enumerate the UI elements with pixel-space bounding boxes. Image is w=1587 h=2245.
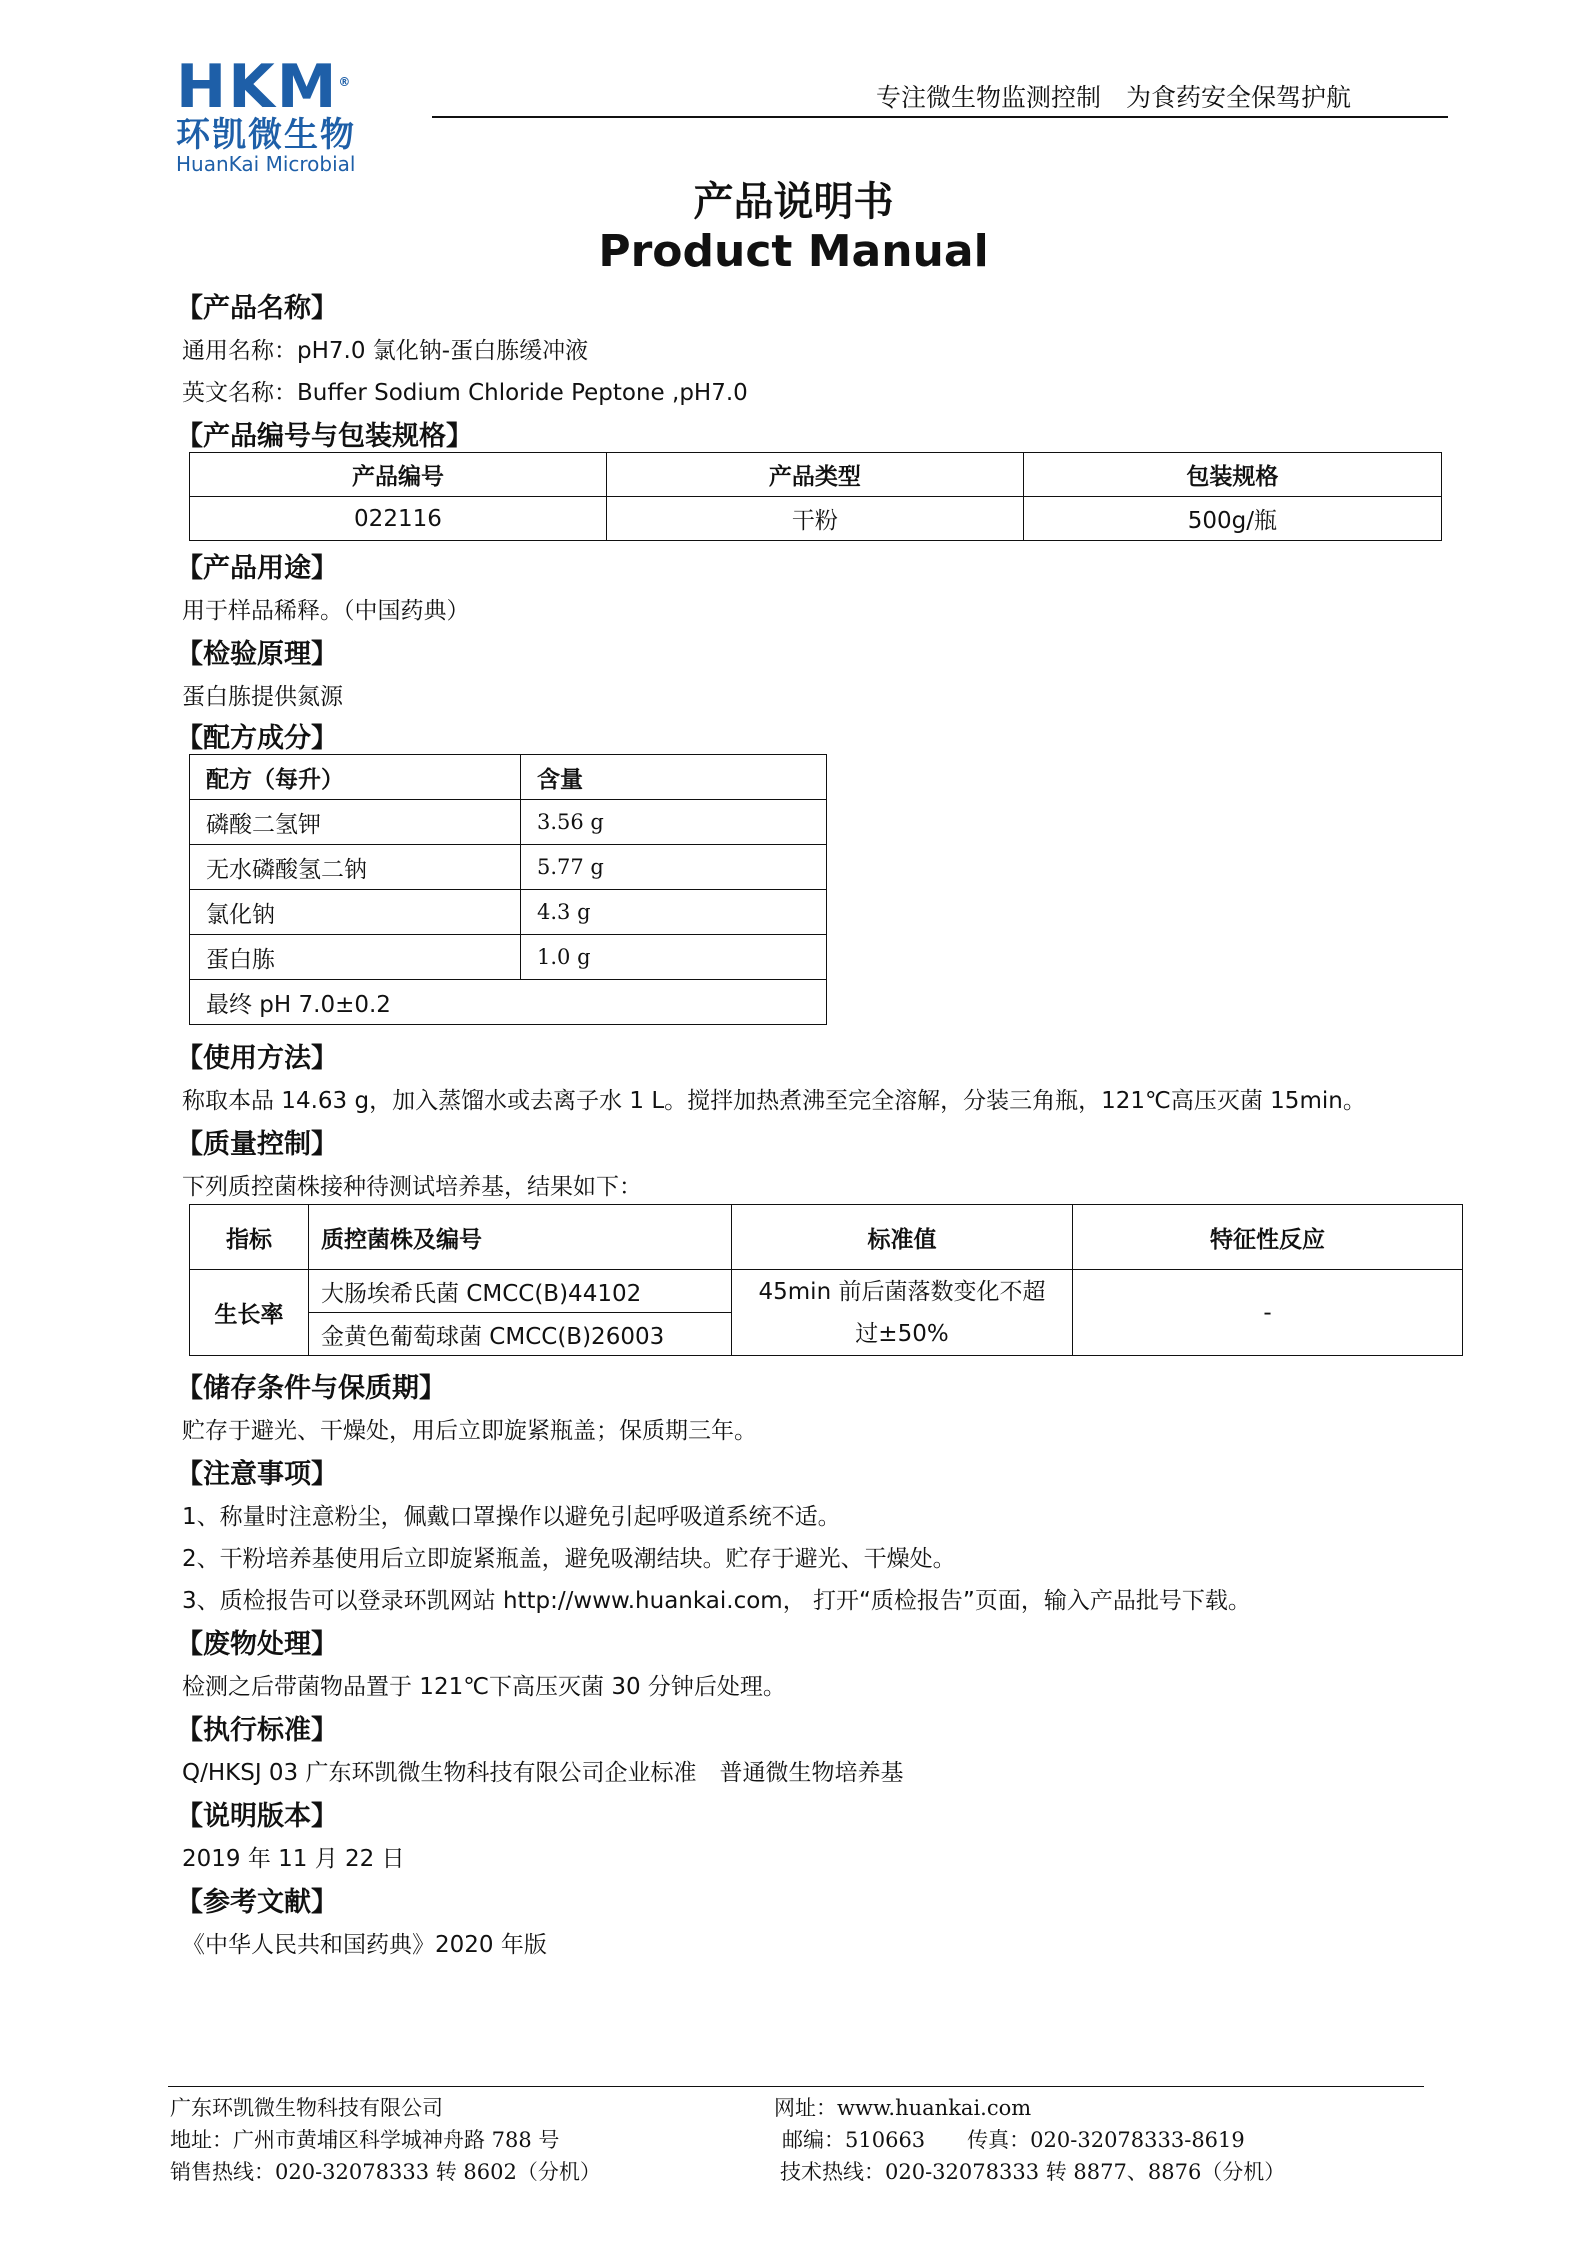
section-heading-principle: 【检验原理】 [176, 639, 338, 670]
footer-sales-hotline: 销售热线：020-32078333 转 8602（分机） [170, 2160, 601, 2184]
title-en: Product Manual [598, 226, 989, 277]
col-header: 产品编号 [190, 453, 607, 497]
company-logo [176, 52, 438, 176]
ingredient: 无水磷酸氢二钠 [190, 845, 521, 890]
section-heading-packaging: 【产品编号与包装规格】 [176, 421, 473, 452]
table-header-row [190, 453, 1442, 497]
section-heading-notes: 【注意事项】 [176, 1459, 338, 1490]
product-type: 干粉 [606, 497, 1023, 541]
standard-value: 45min 前后菌落数变化不超过±50% [732, 1270, 1073, 1356]
amount: 5.77 g [521, 845, 827, 890]
strain: 大肠埃希氏菌 CMCC(B)44102 [309, 1270, 732, 1313]
note-item: 3、质检报告可以登录环凯网站 http://www.huankai.com， 打开“质检报告”页面，输入产品批号下载。 [182, 1588, 1251, 1614]
indicator: 生长率 [190, 1270, 309, 1356]
col-header: 特征性反应 [1073, 1205, 1463, 1270]
product-code: 022116 [190, 497, 607, 541]
col-header: 含量 [521, 755, 827, 800]
section-heading-disposal: 【废物处理】 [176, 1629, 338, 1660]
principle-text: 蛋白胨提供氮源 [182, 684, 343, 710]
table-row [190, 980, 827, 1025]
usage-text: 用于样品稀释。（中国药典） [182, 598, 470, 624]
table-header-row [190, 1205, 1463, 1270]
section-heading-quality: 【质量控制】 [176, 1129, 338, 1160]
table-row [190, 890, 827, 935]
section-heading-usage: 【产品用途】 [176, 553, 338, 584]
logo-chinese-name: 环凯微生物 [176, 115, 356, 155]
table-header-row [190, 755, 827, 800]
ingredient: 氯化钠 [190, 890, 521, 935]
section-heading-standard: 【执行标准】 [176, 1715, 338, 1746]
version-text: 2019 年 11 月 22 日 [182, 1846, 405, 1872]
ingredient: 蛋白胨 [190, 935, 521, 980]
amount: 4.3 g [521, 890, 827, 935]
reference-text: 《中华人民共和国药典》2020 年版 [182, 1932, 547, 1958]
footer-postal-fax: 邮编：510663 传真：020-32078333-8619 [782, 2128, 1245, 2152]
col-header: 配方（每升） [190, 755, 521, 800]
section-heading-method: 【使用方法】 [176, 1043, 338, 1074]
quality-table [189, 1204, 1463, 1356]
generic-name: 通用名称：pH7.0 氯化钠-蛋白胨缓冲液 [182, 338, 589, 364]
table-row [190, 1270, 1463, 1313]
formula-table [189, 754, 827, 1025]
table-row [190, 800, 827, 845]
amount: 1.0 g [521, 935, 827, 980]
strain: 金黄色葡萄球菌 CMCC(B)26003 [309, 1313, 732, 1356]
footer-company: 广东环凯微生物科技有限公司 [170, 2096, 443, 2120]
col-header: 包装规格 [1023, 453, 1441, 497]
section-heading-reference: 【参考文献】 [176, 1887, 338, 1918]
header-divider [432, 116, 1448, 118]
col-header: 标准值 [732, 1205, 1073, 1270]
package-size: 500g/瓶 [1023, 497, 1441, 541]
note-item: 2、干粉培养基使用后立即旋紧瓶盖，避免吸潮结块。贮存于避光、干燥处。 [182, 1546, 956, 1572]
logo-letters: HKM® [176, 52, 353, 122]
storage-text: 贮存于避光、干燥处，用后立即旋紧瓶盖；保质期三年。 [182, 1418, 757, 1444]
method-text: 称取本品 14.63 g，加入蒸馏水或去离子水 1 L。搅拌加热煮沸至完全溶解，分装三角瓶，121℃高压灭菌 15min。 [182, 1088, 1366, 1114]
note-item: 1、称量时注意粉尘，佩戴口罩操作以避免引起呼吸道系统不适。 [182, 1504, 841, 1530]
final-ph: 最终 pH 7.0±0.2 [190, 980, 827, 1025]
amount: 3.56 g [521, 800, 827, 845]
footer-address: 地址：广州市黄埔区科学城神舟路 788 号 [170, 2128, 560, 2152]
english-name: 英文名称：Buffer Sodium Chloride Peptone ,pH7.0 [182, 380, 748, 406]
footer-website[interactable]: 网址：www.huankai.com [774, 2096, 1032, 2120]
slogan: 专注微生物监测控制 为食药安全保驾护航 [876, 83, 1352, 112]
standard-text: Q/HKSJ 03 广东环凯微生物科技有限公司企业标准 普通微生物培养基 [182, 1760, 904, 1786]
table-row [190, 497, 1442, 541]
col-header: 产品类型 [606, 453, 1023, 497]
characteristic-reaction: - [1073, 1270, 1463, 1356]
title-cn: 产品说明书 [693, 179, 894, 225]
disposal-text: 检测之后带菌物品置于 121℃下高压灭菌 30 分钟后处理。 [182, 1674, 786, 1700]
section-heading-formula: 【配方成分】 [176, 723, 338, 754]
section-heading-storage: 【储存条件与保质期】 [176, 1373, 446, 1404]
col-header: 质控菌株及编号 [309, 1205, 732, 1270]
section-heading-product-name: 【产品名称】 [176, 293, 338, 324]
footer-tech-hotline: 技术热线：020-32078333 转 8877、8876（分机） [780, 2160, 1286, 2184]
table-row [190, 935, 827, 980]
section-heading-version: 【说明版本】 [176, 1801, 338, 1832]
col-header: 指标 [190, 1205, 309, 1270]
packaging-table [189, 452, 1442, 541]
quality-intro: 下列质控菌株接种待测试培养基，结果如下： [182, 1174, 642, 1200]
table-row [190, 845, 827, 890]
footer-divider [168, 2086, 1424, 2087]
logo-english-name: HuanKai Microbial [176, 152, 356, 176]
ingredient: 磷酸二氢钾 [190, 800, 521, 845]
